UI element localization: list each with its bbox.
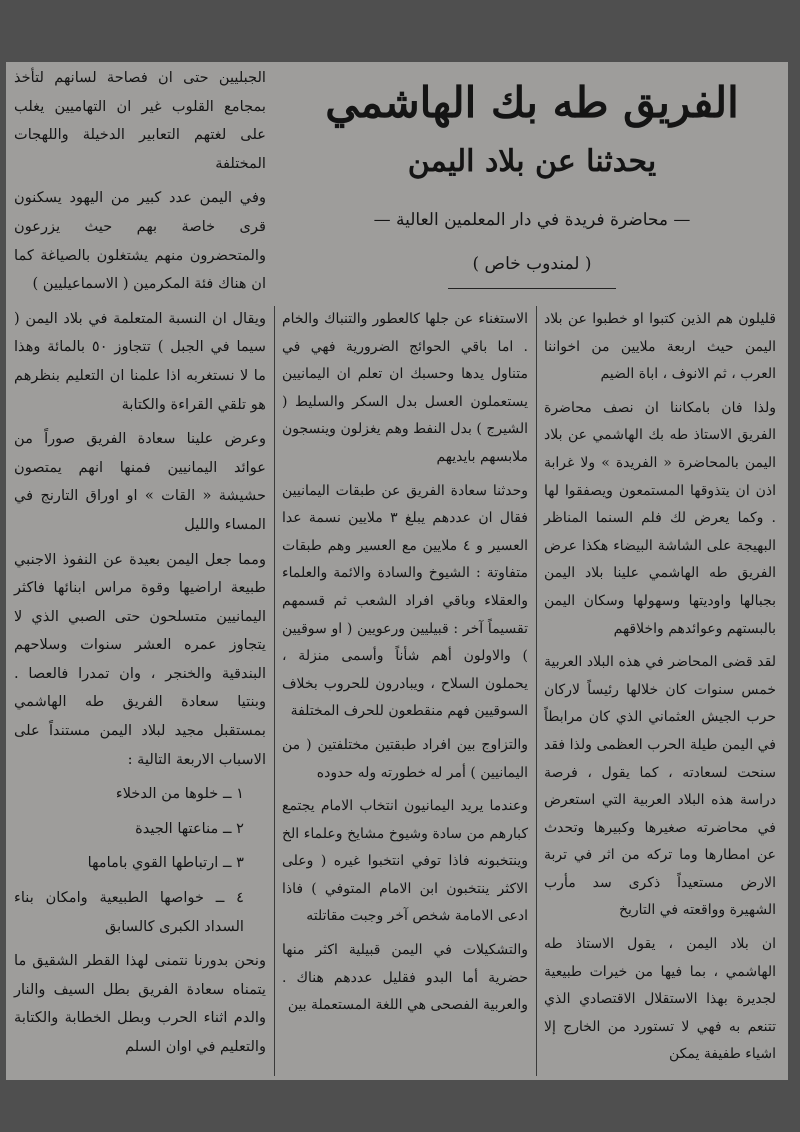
paragraph: وفي اليمن عدد كبير من اليهود يسكنون قرى خاصة بهم حيث يزرعون والمتحضرون منهم يشتغلون بالصياغة كما ان هناك فئة المكرمين ( الاسماعيليين ) [14, 189, 266, 293]
lecture-line: — محاضرة فريدة في دار المعلمين العالية — [373, 210, 691, 230]
list-item: ١ ــ خلوها من الدخلاء [115, 785, 244, 803]
list-item: ٤ ــ خواصها الطبيعية وامكان بناء السداد الكبرى كالسابق [14, 889, 244, 935]
column-divider [274, 306, 275, 1076]
column-divider [536, 306, 537, 1076]
paragraph: الاستغناء عن جلها كالعطور والتنباك والخام . اما باقي الحوائج الضرورية فهي في متناول يدها وحسبك ان تعلم ان اليمانيين يستعملون العسل بدل السكر والسليط ( الشيرج ) بدل النفط وهم يغزلون وينسجون ملابسهم بايديهم [282, 311, 528, 465]
paragraph: ولذا فان بامكاننا ان نصف محاضرة الفريق الاستاذ طه بك الهاشمي عن بلاد اليمن بالمحاضرة « الفريدة » ولا غرابة اذن ان يتذوقها المستمعون ويصفقوا لها . وكما يعرض لك فلم السنما المناظر البهيجة على الشاشة البيضاء هكذا عرض الفريق طه الهاشمي علينا بلاد اليمن بجبالها واوديتها وسهولها وسكان اليمن بالبستهم وعوائدهم واخلاقهم [544, 399, 776, 637]
list-item: ٢ ــ مناعتها الجيدة [135, 819, 244, 837]
paragraph: قليلون هم الذين كتبوا او خطبوا عن بلاد اليمن حيث اربعة ملايين من اخواننا العرب ، ثم الانوف ، اباة الضيم [544, 311, 776, 383]
header-divider [448, 288, 616, 289]
article-title: الفريق طه بك الهاشمي [325, 78, 739, 127]
newspaper-page [6, 62, 788, 1080]
article-header [276, 62, 788, 300]
closing-paragraph: ونحن بدورنا نتمنى لهذا القطر الشقيق ما يتمناه سعادة الفريق بطل السيف والنار والدم اثناء الحرب وبطل الخطابة والكتابة والتعليم في اوان السلم [14, 952, 266, 1055]
column-left [14, 64, 266, 1078]
paragraph: وعندما يريد اليمانيون انتخاب الامام يجتمع كبارهم من سادة وشيوخ مشايخ وعلماء الخ وينتخبونه فاذا توفي انتخبوا غيره ( وعلى الاكثر ينتخبون ابن الامام المتوفي ) فاذا ادعى الامامة شخص آخر وجبت مقاتلته [282, 798, 528, 925]
column-middle [282, 306, 528, 1078]
byline: ( لمندوب خاص ) [472, 254, 592, 274]
paragraph: لقد قضى المحاضر في هذه البلاد العربية خمس سنوات كان خلالها رئيساً لاركان حرب الجيش العثماني الذي كان مرابطاً في اليمن طيلة الحرب العظمى ولذا فقد سنحت لسعادته ، كما يقول ، فرصة دراسة هذه البلاد العربية التي استعرض في محاضرته صغيرها وكبيرها وتحدث عن امطارها وما تركه من اثر في تربة الارض مستعيداً ذكرى سد مأرب الشهيرة وواقعته في التاريخ [544, 654, 776, 919]
paragraph: ان بلاد اليمن ، يقول الاستاذ طه الهاشمي ، بما فيها من خيرات طبيعية لجديرة بهذا الاستقلال الاقتصادي الذي تتنعم به فهي لا تستورد من الخارج إلا اشياء طفيفة يمكن [544, 936, 776, 1063]
article-subtitle: يحدثنا عن بلاد اليمن [407, 144, 657, 179]
paragraph: ويقال ان النسبة المتعلمة في بلاد اليمن ( سيما في الجبل ) تتجاوز ٥٠ بالمائة وهذا ما لا نستغربه اذا علمنا ان التعليم بنظرهم هو تلقي القراءة والكتابة [14, 309, 266, 413]
column-right [544, 306, 776, 1078]
paragraph: الجبليين حتى ان فصاحة لسانهم لتأخذ بمجامع القلوب غير ان التهاميين يغلب على لغتهم التعابير الدخيلة واللهجات المختلفة [14, 69, 266, 172]
paragraph: وعرض علينا سعادة الفريق صوراً من عوائد اليمانيين فمنها انهم يمتصون حشيشة « القات » او اوراق التارنج في المساء والليل [14, 430, 266, 533]
paragraph: والتزاوج بين افراد طبقتين مختلفتين ( من اليمانيين ) أمر له خطورته وله حدوده [282, 736, 528, 781]
list-item: ٣ ــ ارتباطها القوي بامامها [87, 854, 244, 872]
paragraph: ومما جعل اليمن بعيدة عن النفوذ الاجنبي طبيعة اراضيها وقوة مراس ابنائها فاكثر اليمانيين متسلحون حتى الصبي الذي لا يتجاوز عمره العشر سنوات وسلاحهم البندقية والخنجر ، وان تمدرا فالعصا . وبنتيا سعادة الفريق طه الهاشمي بمستقبل مجيد لبلاد اليمن مستنداً على الاسباب الاربعة التالية : [14, 550, 266, 768]
paragraph: والتشكيلات في اليمن قبيلية اكثر منها حضرية أما البدو فقليل عددهم هناك . والعربية الفصحى هي اللغة المستعملة بين [282, 942, 528, 1014]
paragraph: وحدثنا سعادة الفريق عن طبقات اليمانيين فقال ان عددهم يبلغ ٣ ملايين نسمة عدا العسير و ٤ ملايين مع العسير وهم طبقات متفاوتة : الشيوخ والسادة والائمة والعلماء والعقلاء وباقي افراد الشعب ثم قسمهم تقسيماً آخر : قبيليين ورعويين ( او سوقيين ) والاولون أهم شأناً وأسمى منزلة ، يحملون السلاح ، ويبادرون للحروب بخلاف السوقيين فهم منقطعون للحرف المختلفة [282, 482, 528, 720]
